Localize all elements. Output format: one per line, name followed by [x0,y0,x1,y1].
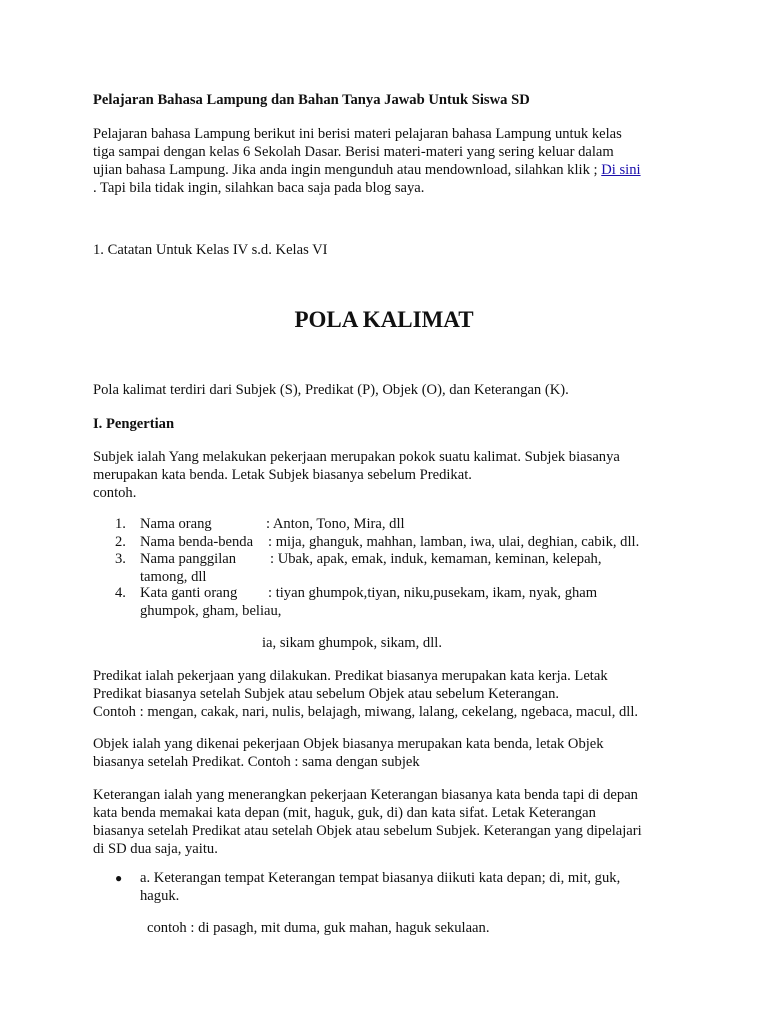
list-value: : Ubak, apak, emak, induk, kemaman, keminan, kelepah, [270,551,602,567]
keterangan-line-3: biasanya setelah Predikat atau setelah Objek atau sebelum Subjek. Keterangan yang dipelajari [93,823,642,839]
list-number: 1. [115,516,126,532]
section-line [93,241,683,259]
list-number: 4. [115,585,126,601]
list-number: 2. [115,534,126,550]
document-heading [93,91,683,109]
subjek-paragraph [93,448,683,502]
predikat-line-1: Predikat ialah pekerjaan yang dilakukan. Predikat biasanya merupakan kata kerja. Letak [93,668,608,684]
pola-intro-text: Pola kalimat terdiri dari Subjek (S), Predikat (P), Objek (O), dan Keterangan (K). [93,382,569,398]
keterangan-line-4: di SD dua saja, yaitu. [93,841,218,857]
pengertian-heading [93,415,683,433]
keterangan-line-2: kata benda memakai kata depan (mit, haguk, guk, di) dan kata sifat. Letak Keterangan [93,805,596,821]
list-value: : tiyan ghumpok,tiyan, niku,pusekam, ikam, nyak, gham [268,585,598,601]
pola-intro [93,381,683,399]
intro-line-1: Pelajaran bahasa Lampung berikut ini berisi materi pelajaran bahasa Lampung untuk kelas [93,126,622,142]
list-label: Nama panggilan [140,551,237,567]
list-value: : mija, ghanguk, mahhan, lamban, iwa, ulai, deghian, cabik, dll. [268,534,640,550]
list-continuation: ghumpok, gham, beliau, [140,603,282,619]
objek-line-1: Objek ialah yang dikenai pekerjaan Objek biasanya merupakan kata benda, letak Objek [93,736,604,752]
predikat-paragraph [93,667,683,721]
heading-text: Pelajaran Bahasa Lampung dan Bahan Tanya Jawab Untuk Siswa SD [93,92,530,108]
list-continuation: tamong, dll [140,569,207,585]
pola-kalimat-title: POLA KALIMAT [294,307,474,332]
list-label: Nama benda-benda [140,534,254,550]
intro-line-3 [93,161,683,179]
pengertian-heading-text: I. Pengertian [93,416,175,432]
objek-line-2: biasanya setelah Predikat. Contoh : sama dengan subjek [93,754,420,770]
intro-line-2: tiga sampai dengan kelas 6 Sekolah Dasar. Berisi materi-materi yang sering keluar dalam [93,144,614,160]
subjek-line-3: contoh. [93,485,137,501]
objek-paragraph [93,735,683,771]
download-link[interactable]: Di sini [601,162,641,178]
subjek-line-1: Subjek ialah Yang melakukan pekerjaan merupakan pokok suatu kalimat. Subjek biasanya [93,449,620,465]
list-label: Kata ganti orang [140,585,238,601]
intro-line-4: . Tapi bila tidak ingin, silahkan baca saja pada blog saya. [93,180,425,196]
list-extra-text: ia, sikam ghumpok, sikam, dll. [262,635,442,651]
list-label: Nama orang [140,516,212,532]
list-value: : Anton, Tono, Mira, dll [266,516,405,532]
predikat-line-3: Contoh : mengan, cakak, nari, nulis, belajagh, miwang, lalang, cekelang, ngebaca, macul, dll. [93,704,639,720]
contoh-last-text: contoh : di pasagh, mit duma, guk mahan, haguk sekulaan. [147,920,490,936]
predikat-line-2: Predikat biasanya setelah Subjek atau sebelum Objek atau sebelum Keterangan. [93,686,560,702]
bullet-icon: ● [115,871,123,885]
list-extra [262,634,682,652]
bullet-line-1: a. Keterangan tempat Keterangan tempat biasanya diikuti kata depan; di, mit, guk, [140,870,621,886]
intro-line-3-text: ujian bahasa Lampung. Jika anda ingin mengunduh atau mendownload, silahkan klik ; [93,162,602,178]
section-line-text: 1. Catatan Untuk Kelas IV s.d. Kelas VI [93,242,328,258]
keterangan-paragraph [93,786,683,858]
intro-paragraph [93,125,683,197]
contoh-last [147,919,687,937]
keterangan-line-1: Keterangan ialah yang menerangkan pekerjaan Keterangan biasanya kata benda tapi di depan [93,787,638,803]
subjek-line-2: merupakan kata benda. Letak Subjek biasanya sebelum Predikat. [93,467,472,483]
list-number: 3. [115,551,126,567]
bullet-line-2: haguk. [140,888,180,904]
